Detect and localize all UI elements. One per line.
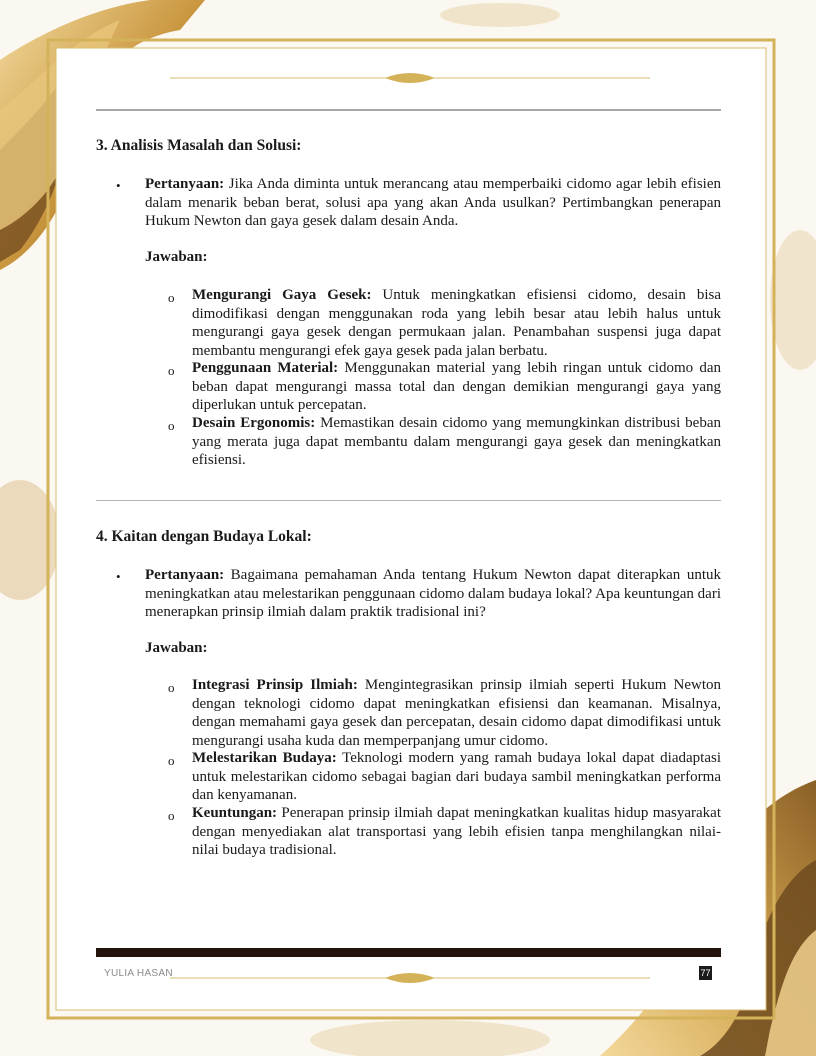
item-label: Integrasi Prinsip Ilmiah:: [192, 677, 358, 693]
item-label: Mengurangi Gaya Gesek:: [192, 287, 372, 303]
bullet-marker: •: [116, 178, 121, 193]
section-3-answer-label: Jawaban:: [145, 249, 208, 265]
section-3-question: [145, 175, 721, 231]
item-label: Penggunaan Material:: [192, 360, 339, 376]
top-divider: [96, 109, 721, 111]
sub-bullet-marker: o: [168, 753, 175, 768]
sub-bullet-marker: o: [168, 680, 175, 695]
sub-bullet-marker: o: [168, 418, 175, 433]
question-text: Bagaimana pemahaman Anda tentang Hukum Newton dapat diterapkan untuk meningkatkan atau melestarikan penggunaan cidomo dalam budaya lokal? Apa keuntungan dari menerapkan prinsip ilmiah dalam praktik tradisional ini?: [145, 567, 721, 620]
item-text: Penerapan prinsip ilmiah dapat meningkatkan kualitas hidup masyarakat dengan menyediakan alat transportasi yang lebih efisien tanpa menghilangkan nilai-nilai budaya tradisional.: [192, 805, 721, 858]
footer-bar: [96, 948, 721, 957]
footer-author: YULIA HASAN: [104, 968, 173, 979]
sub-bullet-marker: o: [168, 808, 175, 823]
item-label: Desain Ergonomis:: [192, 415, 316, 431]
question-label: Pertanyaan:: [145, 176, 225, 192]
item-text: Menggunakan material yang lebih ringan untuk cidomo dan beban dapat mengurangi massa total dan dengan demikian mengurangi gaya yang diperlukan untuk percepatan.: [192, 360, 721, 413]
section-4-item-1: [192, 676, 721, 750]
question-text: Jika Anda diminta untuk merancang atau memperbaiki cidomo agar lebih efisien dalam menarik beban berat, solusi apa yang akan Anda usulkan? Pertimbangkan penerapan Hukum Newton dan gaya gesek dalam desain Anda.: [145, 176, 721, 229]
question-label: Pertanyaan:: [145, 567, 225, 583]
item-text: Mengintegrasikan prinsip ilmiah seperti Hukum Newton dengan teknologi cidomo dapat meningkatkan efisiensi dan keamanan. Misalnya, dengan memahami gaya gesek dan percepatan, desain cidomo dapat dimodifikasi untuk mengurangi usaha kuda dan memperpanjang umur cidomo.: [192, 677, 721, 749]
section-4-heading: 4. Kaitan dengan Budaya Lokal:: [96, 528, 312, 545]
item-text: Untuk meningkatkan efisiensi cidomo, desain bisa dimodifikasi dengan menggunakan roda yang lebih besar atau lebih halus untuk mengurangi gaya gesek dengan permukaan jalan. Penambahan suspensi juga dapat membantu mengurangi efek gaya gesek pada jalan berbatu.: [192, 287, 721, 359]
section-3-heading: 3. Analisis Masalah dan Solusi:: [96, 137, 302, 154]
item-label: Keuntungan:: [192, 805, 278, 821]
sub-bullet-marker: o: [168, 363, 175, 378]
section-3-item-2: [192, 359, 721, 415]
bullet-marker: •: [116, 569, 121, 584]
section-3-item-3: [192, 414, 721, 470]
section-4-answer-label: Jawaban:: [145, 640, 208, 656]
section-4-question: [145, 566, 721, 622]
page-number: 77: [700, 968, 711, 978]
sub-bullet-marker: o: [168, 290, 175, 305]
section-3-item-1: [192, 286, 721, 360]
section-divider: [96, 500, 721, 501]
section-4-item-2: [192, 749, 721, 805]
item-text: Teknologi modern yang ramah budaya lokal dapat diadaptasi untuk melestarikan cidomo sebagai bagian dari budaya sambil meningkatkan performa dan kenyamanan.: [192, 750, 721, 803]
item-text: Memastikan desain cidomo yang memungkinkan distribusi beban yang merata juga dapat membantu dalam mengurangi gaya gesek dan meningkatkan efisiensi.: [192, 415, 721, 468]
item-label: Melestarikan Budaya:: [192, 750, 337, 766]
section-4-item-3: [192, 804, 721, 860]
